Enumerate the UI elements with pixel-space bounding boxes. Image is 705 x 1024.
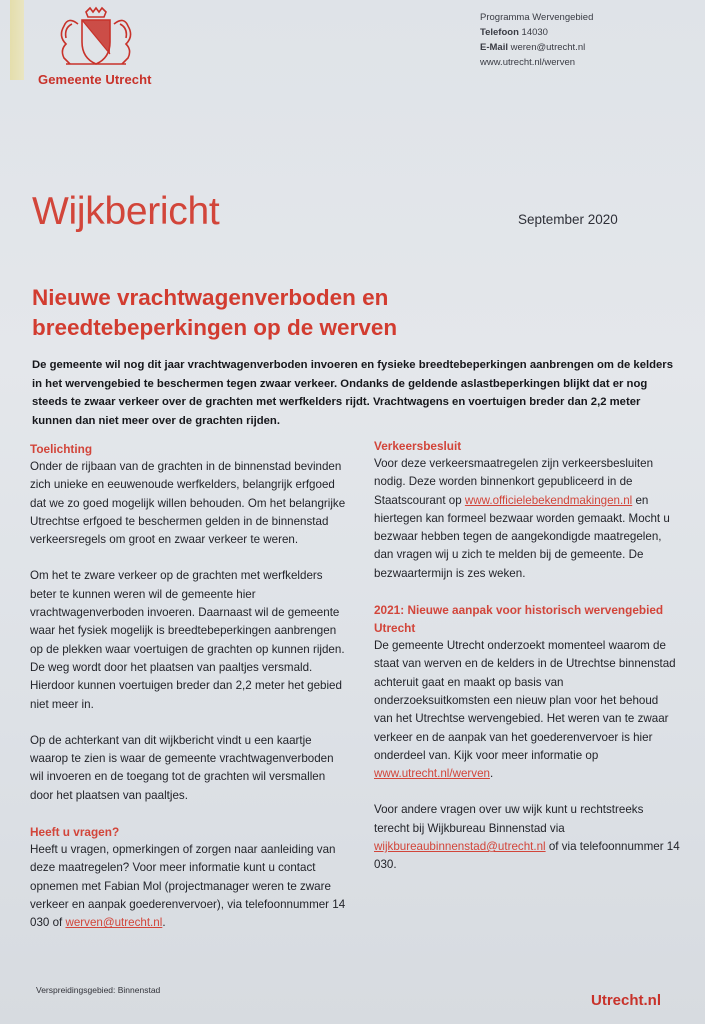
contact-web: www.utrecht.nl/werven: [480, 57, 576, 68]
email-link-wijkbureau[interactable]: wijkbureaubinnenstad@utrecht.nl: [374, 840, 546, 854]
paper-fold-strip: [10, 0, 24, 80]
left-column: [30, 440, 348, 951]
footer-site-link[interactable]: Utrecht.nl: [591, 992, 662, 1009]
vragen-paragraph: Heeft u vragen, opmerkingen of zorgen naar aanleiding van deze maatregelen? Voor meer informatie kunt u contact opnemen met Fabian Mol (projectmanager weren te zware verkeer en aanpak goederenvervoer), via telefoonnummer 14 030 of werven@utrecht.nl.: [30, 843, 346, 930]
contact-program: Programma Wervengebied: [480, 12, 594, 23]
headline: Nieuwe vrachtwagenverboden en breedtebeperkingen op de werven: [32, 285, 398, 340]
intro-paragraph: De gemeente wil nog dit jaar vrachtwagenverboden invoeren en fysieke breedtebeperkingen aanbrengen om de kelders in het wervengebied te beschermen tegen zwaar verkeer. Ondanks de geldende aslastbeperkingen blijkt dat er nog steeds te zwaar verkeer over de grachten met werfkelders rijdt. Vrachtwagens en voertuigen breder dan 2,2 meter kunnen dan niet meer over de grachten rijden.: [32, 359, 673, 427]
email-link-werven[interactable]: werven@utrecht.nl: [65, 916, 163, 930]
gemeente-logo: [38, 6, 156, 86]
logo-text: Gemeente Utrecht: [38, 72, 152, 87]
toelichting-paragraph-1: Onder de rijbaan van de grachten in de binnenstad bevinden zich unieke en eeuwenoude werfkelders, belangrijk erfgoed dat we zo goed mogelijk willen behouden. Om het belangrijke Utrechtse erfgoed te beschermen gelden in de binnenstad verkeersregels om groot en zwaar verkeer te weren.: [30, 460, 346, 547]
verkeersbesluit-heading: Verkeersbesluit: [374, 439, 462, 453]
contact-block: [480, 10, 593, 70]
contact-email: E-Mail weren@utrecht.nl: [480, 42, 586, 53]
verkeersbesluit-paragraph: Voor deze verkeersmaatregelen zijn verkeersbesluiten nodig. Deze worden binnenkort gepubliceerd in de Staatscourant op www.officielebekendmakingen.nl en hiertegen kan formeel bezwaar worden gemaakt. Mocht u bezwaar hebben tegen de aangekondigde maatregelen, dan vragen wij u zich te melden bij de gemeente. De bezwaartermijn is zes weken.: [374, 457, 670, 580]
andere-vragen-paragraph: Voor andere vragen over uw wijk kunt u rechtstreeks terecht bij Wijkbureau Binnenstad via wijkbureaubinnenstad@utrecht.nl of via telefoonnummer 14 030.: [374, 803, 680, 872]
document-type-title: Wijkbericht: [32, 190, 220, 233]
toelichting-paragraph-3: Op de achterkant van dit wijkbericht vindt u een kaartje waarop te zien is waar de gemeente vrachtwagenverboden wil invoeren en de toegang tot de grachten wil versmallen door het plaatsen van paaltjes.: [30, 733, 334, 802]
aanpak-heading: 2021: Nieuwe aanpak voor historisch wervengebied Utrecht: [374, 603, 664, 636]
contact-phone: Telefoon 14030: [480, 27, 548, 38]
distribution-area: Verspreidingsgebied: Binnenstad: [36, 985, 161, 995]
toelichting-paragraph-2: Om het te zware verkeer op de grachten met werfkelders beter te kunnen weren wil de gemeente hier vrachtwagenverboden invoeren. Daarnaast wil de gemeente waar het fysiek mogelijk is breedtebeperkingen aanbrengen op de plekken waar voertuigen de grachten op kunnen rijden. De weg wordt door het plaatsen van paaltjes versmald. Hierdoor kunnen voertuigen breder dan 2,2 meter het gebied niet meer in.: [30, 569, 345, 711]
document-date: September 2020: [518, 212, 618, 227]
link-utrecht-werven[interactable]: www.utrecht.nl/werven: [374, 767, 490, 781]
link-officielebekendmakingen[interactable]: www.officielebekendmakingen.nl: [464, 493, 633, 507]
coat-of-arms-icon: [52, 6, 140, 70]
aanpak-paragraph: De gemeente Utrecht onderzoekt momenteel waarom de staat van werven en de kelders in de Utrechtse binnenstad achteruit gaat en maakt op basis van onderzoeksuitkomsten een nieuw plan voor het behoud van het Utrechtse wervengebied. Het weren van te zwaar verkeer en de aanpak van het goederenvervoer is hier onderdeel van. Kijk voor meer informatie op www.utrecht.nl/werven.: [374, 639, 676, 781]
vragen-heading: Heeft u vragen?: [30, 825, 120, 840]
toelichting-heading: Toelichting: [30, 442, 93, 456]
right-column: [374, 437, 680, 893]
